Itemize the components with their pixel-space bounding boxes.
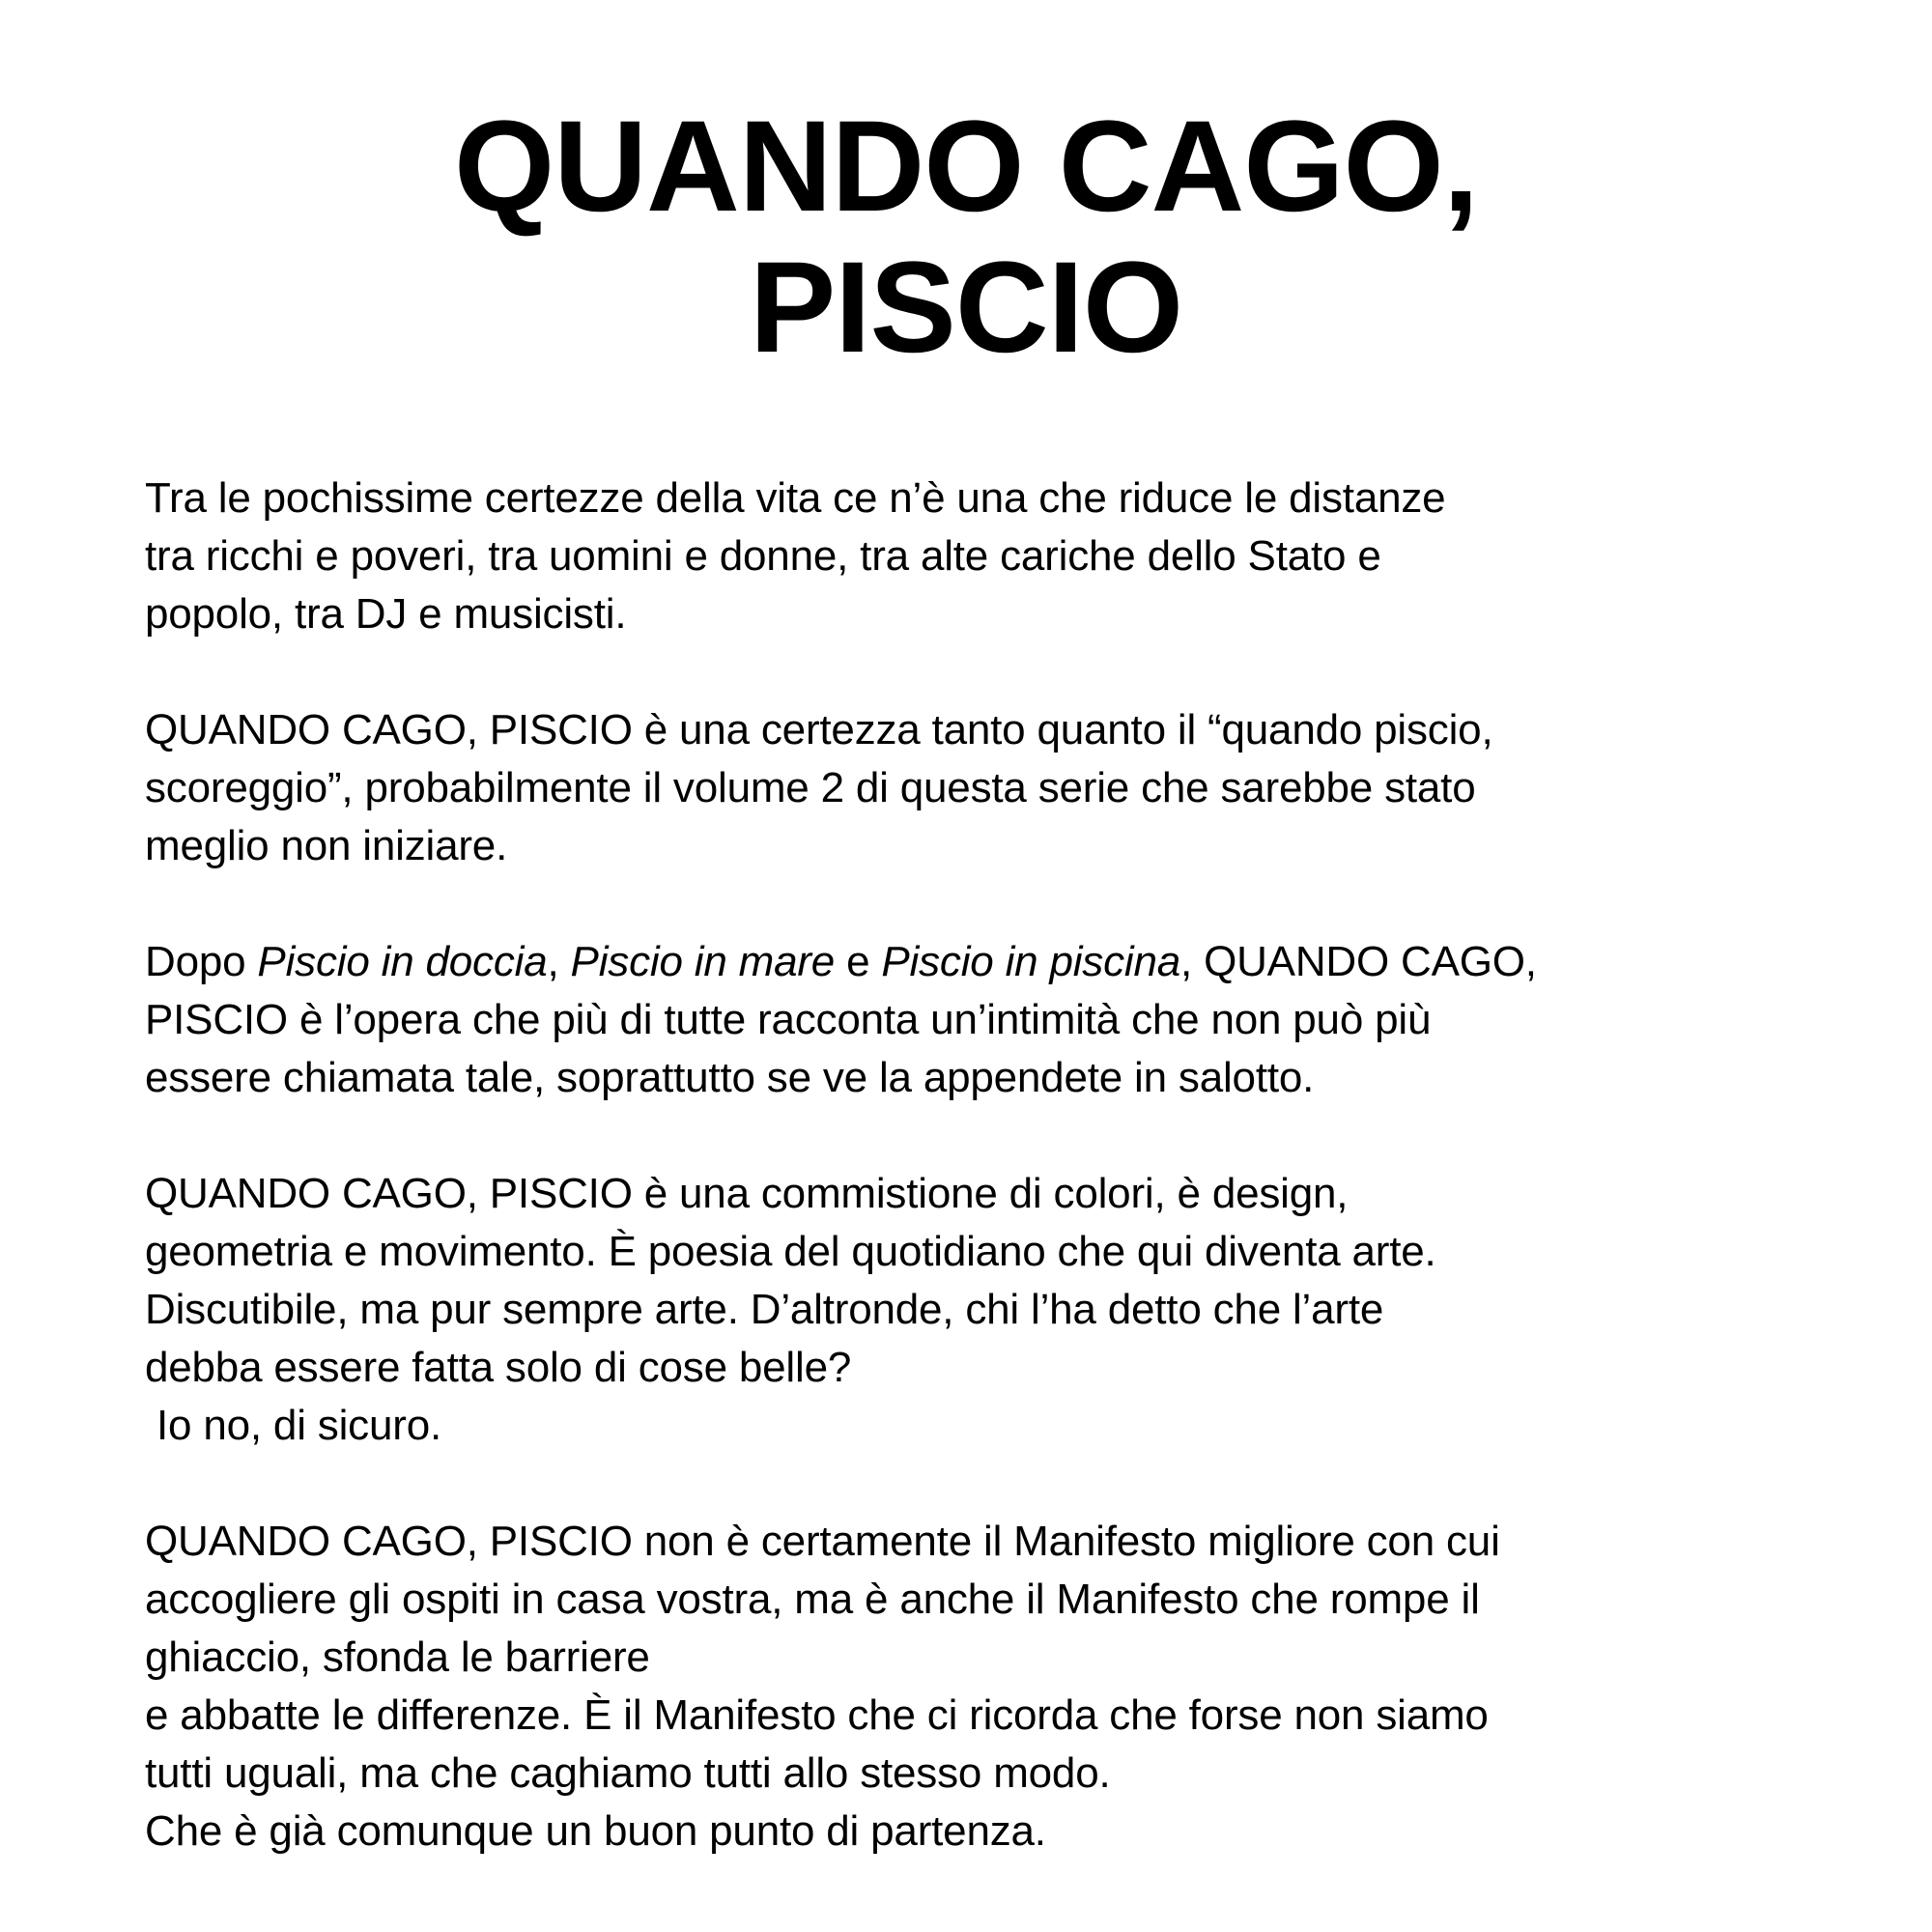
paragraph-3 bbox=[145, 933, 1806, 1107]
title-line-2: PISCIO bbox=[749, 236, 1183, 380]
text-line: QUANDO CAGO, PISCIO è una certezza tanto quanto il “quando piscio, bbox=[145, 706, 1493, 753]
text-line: accogliere gli ospiti in casa vostra, ma è anche il Manifesto che rompe il bbox=[145, 1576, 1480, 1623]
text-line: QUANDO CAGO, PISCIO è una commistione di colori, è design, bbox=[145, 1170, 1349, 1217]
work-title-piscio-in-mare: Piscio in mare bbox=[570, 938, 836, 985]
text-line: ghiaccio, sfonda le barriere bbox=[145, 1634, 650, 1681]
text-line: popolo, tra DJ e musicisti. bbox=[145, 590, 627, 638]
text-line: PISCIO è l’opera che più di tutte racconta un’intimità che non può più bbox=[145, 996, 1432, 1043]
work-title-piscio-in-doccia: Piscio in doccia bbox=[257, 938, 548, 985]
text-line: debba essere fatta solo di cose belle? bbox=[145, 1344, 852, 1391]
text-line: e abbatte le differenze. È il Manifesto che ci ricorda che forse non siamo bbox=[145, 1691, 1489, 1739]
title-line-1: QUANDO CAGO, bbox=[454, 95, 1478, 239]
text-line: essere chiamata tale, soprattutto se ve la appendete in salotto. bbox=[145, 1054, 1315, 1101]
body-text bbox=[145, 469, 1806, 1861]
text-line: scoreggio”, probabilmente il volume 2 di questa serie che sarebbe stato bbox=[145, 764, 1476, 811]
text-line-with-titles bbox=[145, 933, 1806, 991]
text-line: geometria e movimento. È poesia del quotidiano che qui diventa arte. bbox=[145, 1228, 1436, 1275]
paragraph-2 bbox=[145, 701, 1806, 875]
text-line: meglio non iniziare. bbox=[145, 822, 508, 869]
text-line: tra ricchi e poveri, tra uomini e donne, tra alte cariche dello Stato e bbox=[145, 532, 1381, 580]
text-run: , QUANDO CAGO, bbox=[1180, 938, 1537, 985]
text-run: e bbox=[835, 938, 882, 985]
text-line: tutti uguali, ma che caghiamo tutti allo stesso modo. bbox=[145, 1749, 1111, 1797]
work-title-piscio-in-piscina: Piscio in piscina bbox=[881, 938, 1181, 985]
paragraph-1 bbox=[145, 469, 1806, 643]
text-run: Dopo bbox=[145, 938, 258, 985]
text-line: Discutibile, ma pur sempre arte. D’altronde, chi l’ha detto che l’arte bbox=[145, 1286, 1384, 1333]
text-line: Io no, di sicuro. bbox=[145, 1402, 441, 1449]
text-run: , bbox=[547, 938, 571, 985]
page-title bbox=[0, 97, 1932, 379]
text-line: QUANDO CAGO, PISCIO non è certamente il Manifesto migliore con cui bbox=[145, 1518, 1500, 1565]
paragraph-4 bbox=[145, 1165, 1806, 1455]
text-line: Tra le pochissime certezze della vita ce n’è una che riduce le distanze bbox=[145, 474, 1446, 522]
text-line: Che è già comunque un buon punto di partenza. bbox=[145, 1807, 1046, 1855]
paragraph-5 bbox=[145, 1513, 1806, 1861]
